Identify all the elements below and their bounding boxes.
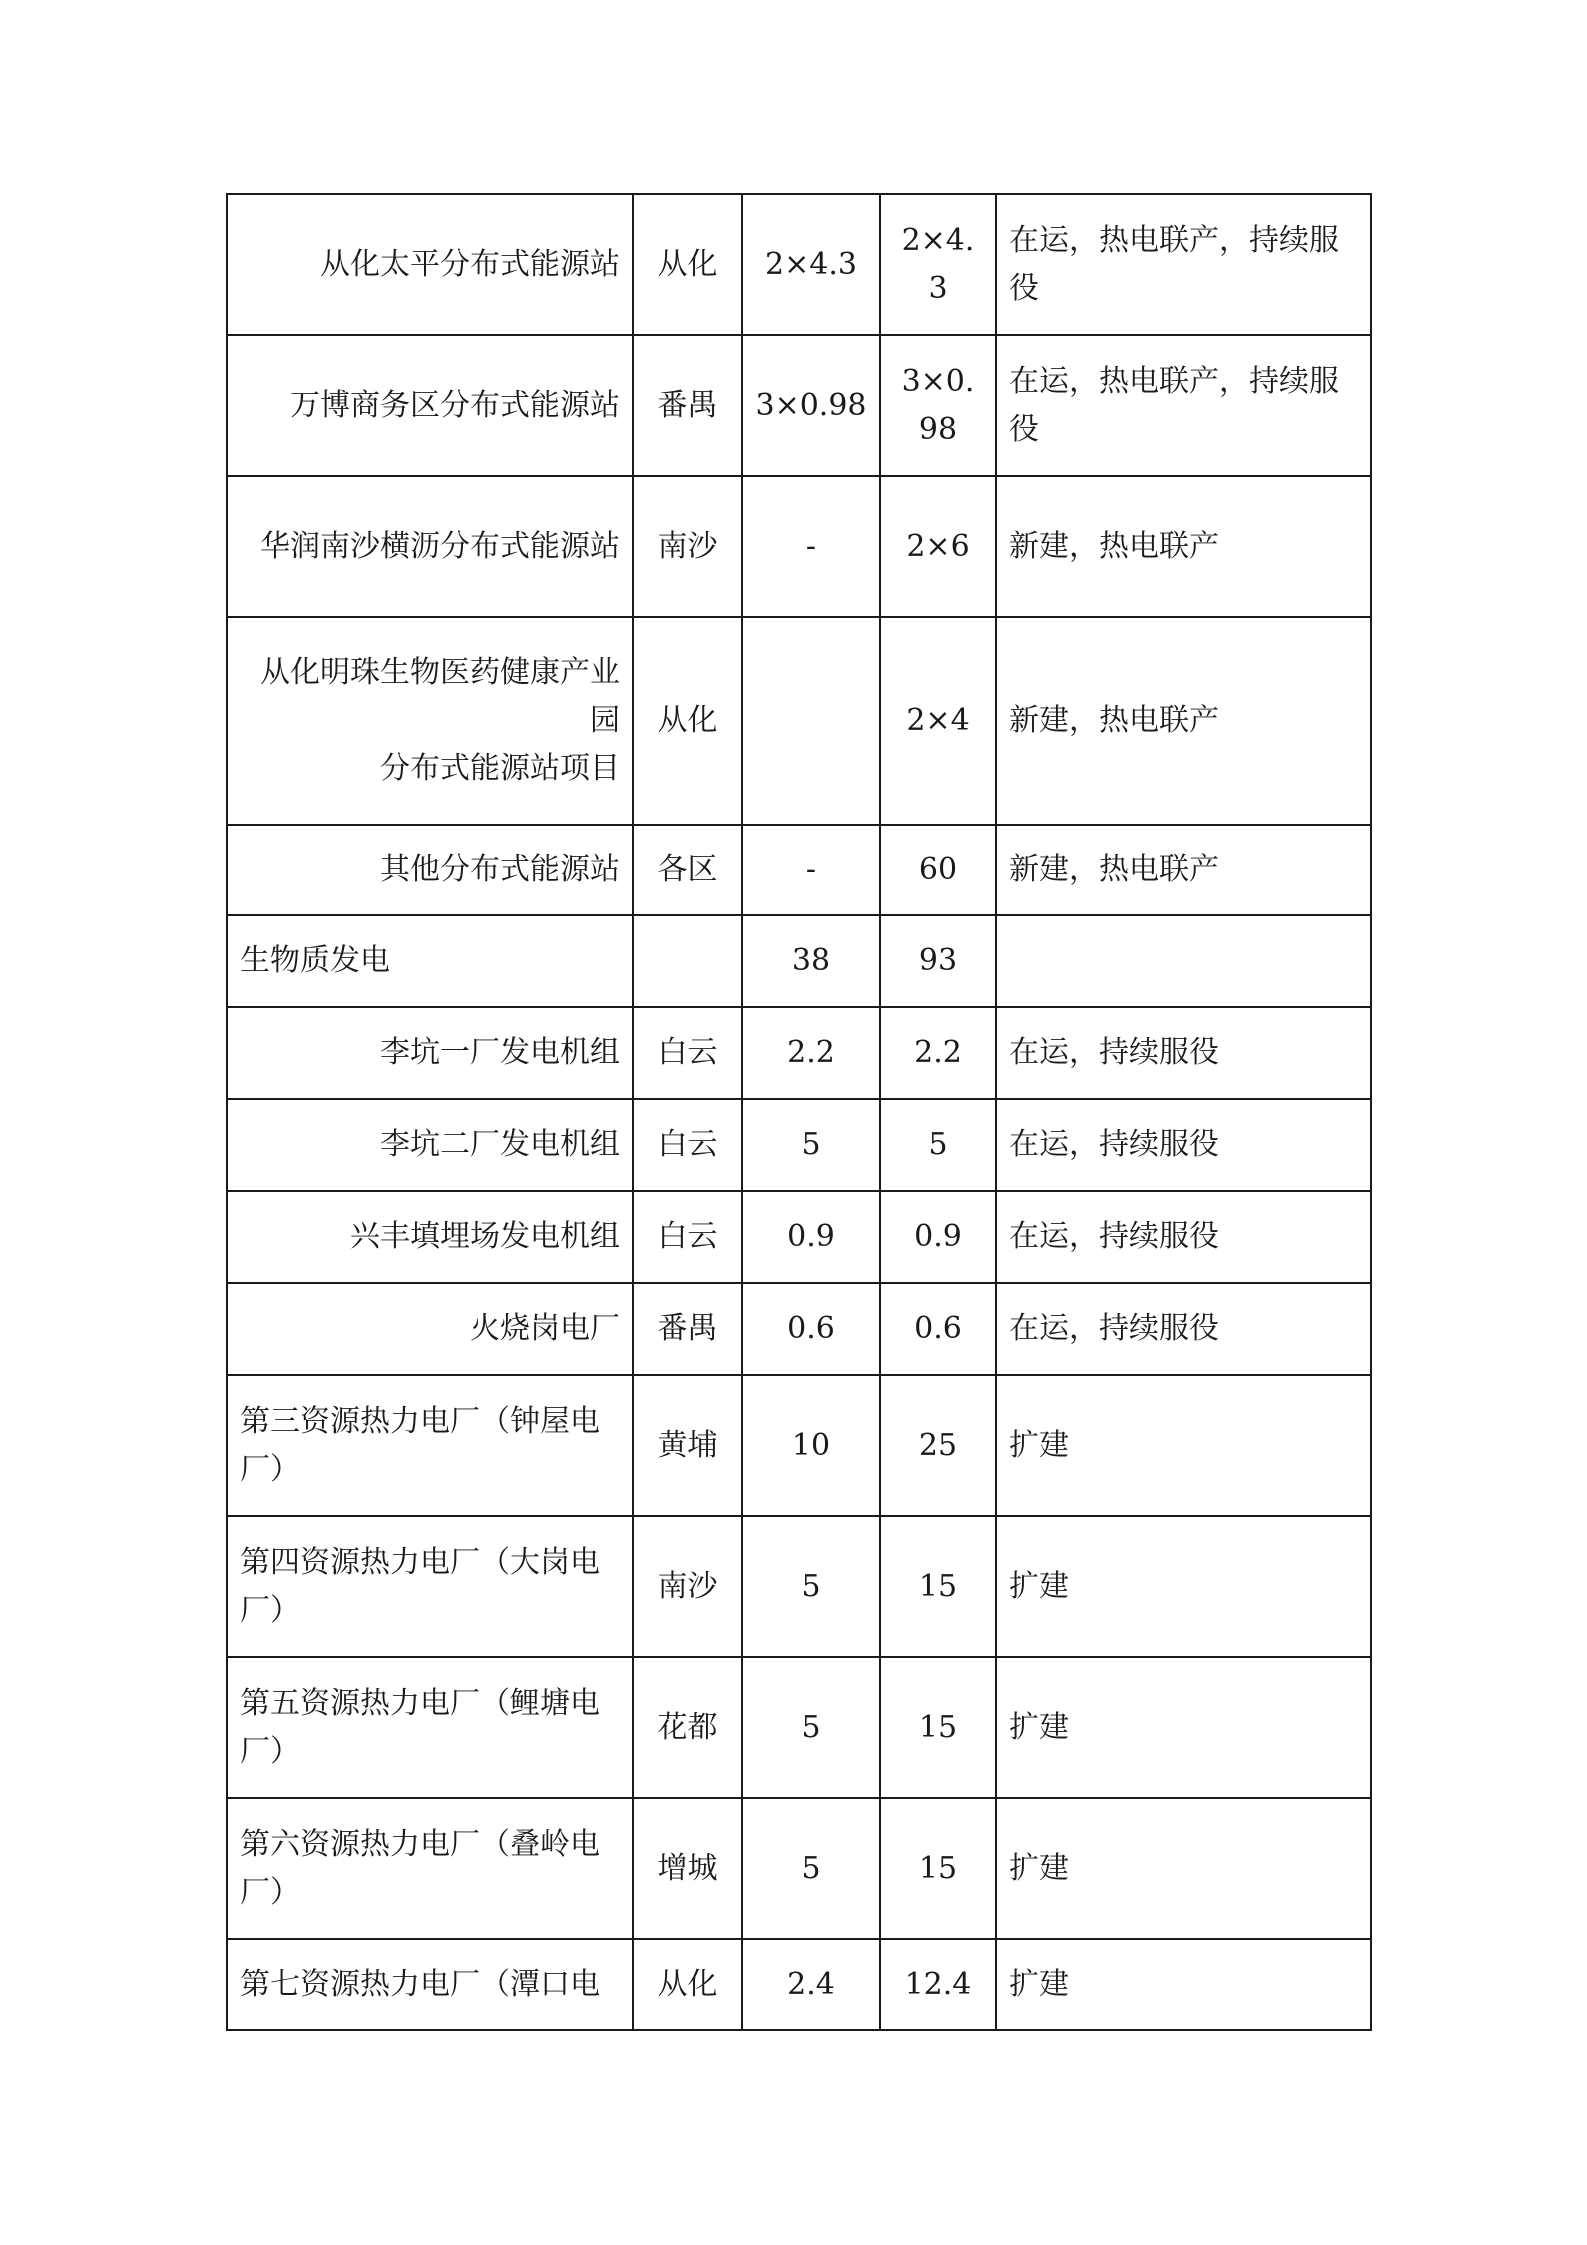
status-note-cell: 扩建 [996, 1375, 1371, 1516]
district-cell: 从化 [633, 617, 742, 825]
planned-capacity-cell: 5 [880, 1099, 996, 1191]
current-capacity-cell [742, 617, 880, 825]
power-plant-table [226, 193, 1372, 2031]
current-capacity-cell: 0.9 [742, 1191, 880, 1283]
table-row [227, 1657, 1371, 1798]
current-capacity-cell: 5 [742, 1099, 880, 1191]
table-row [227, 1099, 1371, 1191]
planned-capacity-cell: 12.4 [880, 1939, 996, 2030]
plant-name-cell: 第四资源热力电厂（大岗电厂） [227, 1516, 633, 1657]
current-capacity-cell: 5 [742, 1798, 880, 1939]
status-note-cell: 在运，持续服役 [996, 1007, 1371, 1099]
current-capacity-cell: - [742, 825, 880, 915]
plant-name-line: 分布式能源站项目 [380, 751, 620, 786]
current-capacity-cell: - [742, 476, 880, 617]
category-name-cell: 生物质发电 [227, 915, 633, 1007]
table-row [227, 1798, 1371, 1939]
status-note-cell: 扩建 [996, 1798, 1371, 1939]
planned-capacity-cell: 0.9 [880, 1191, 996, 1283]
plant-name-cell: 万博商务区分布式能源站 [227, 335, 633, 476]
planned-capacity-cell: 15 [880, 1657, 996, 1798]
district-cell: 增城 [633, 1798, 742, 1939]
table-row [227, 1375, 1371, 1516]
plant-name-cell: 第三资源热力电厂（钟屋电厂） [227, 1375, 633, 1516]
planned-capacity-cell: 2.2 [880, 1007, 996, 1099]
current-capacity-cell: 5 [742, 1657, 880, 1798]
status-note-cell: 扩建 [996, 1939, 1371, 2030]
table-row [227, 1007, 1371, 1099]
current-capacity-cell: 0.6 [742, 1283, 880, 1375]
table-row [227, 335, 1371, 476]
status-note-cell [996, 915, 1371, 1007]
planned-capacity-cell: 25 [880, 1375, 996, 1516]
current-capacity-cell: 3×0.98 [742, 335, 880, 476]
table-row [227, 1516, 1371, 1657]
status-note-cell: 在运，持续服役 [996, 1099, 1371, 1191]
current-capacity-cell: 2.4 [742, 1939, 880, 2030]
table-row [227, 194, 1371, 335]
plant-name-cell: 李坑一厂发电机组 [227, 1007, 633, 1099]
table-row [227, 825, 1371, 915]
status-note-cell: 扩建 [996, 1516, 1371, 1657]
plant-name-cell: 李坑二厂发电机组 [227, 1099, 633, 1191]
district-cell: 番禺 [633, 335, 742, 476]
table-row [227, 617, 1371, 825]
table-row [227, 476, 1371, 617]
current-capacity-cell: 38 [742, 915, 880, 1007]
plant-name-cell: 从化太平分布式能源站 [227, 194, 633, 335]
current-capacity-cell: 2×4.3 [742, 194, 880, 335]
district-cell: 花都 [633, 1657, 742, 1798]
status-note-cell: 新建，热电联产 [996, 476, 1371, 617]
table-row [227, 1939, 1371, 2030]
planned-capacity-cell: 0.6 [880, 1283, 996, 1375]
table-row [227, 915, 1371, 1007]
planned-capacity-cell: 15 [880, 1516, 996, 1657]
status-note-cell: 扩建 [996, 1657, 1371, 1798]
planned-capacity-cell: 60 [880, 825, 996, 915]
district-cell: 白云 [633, 1099, 742, 1191]
planned-capacity-cell: 93 [880, 915, 996, 1007]
current-capacity-cell: 2.2 [742, 1007, 880, 1099]
plant-name-cell: 第五资源热力电厂（鲤塘电厂） [227, 1657, 633, 1798]
district-cell: 从化 [633, 194, 742, 335]
plant-name-cell: 华润南沙横沥分布式能源站 [227, 476, 633, 617]
plant-name-cell [227, 617, 633, 825]
district-cell: 黄埔 [633, 1375, 742, 1516]
district-cell: 各区 [633, 825, 742, 915]
planned-capacity-cell: 2×6 [880, 476, 996, 617]
district-cell [633, 915, 742, 1007]
planned-capacity-cell: 15 [880, 1798, 996, 1939]
current-capacity-cell: 5 [742, 1516, 880, 1657]
status-note-cell: 在运，热电联产，持续服役 [996, 194, 1371, 335]
table-row [227, 1283, 1371, 1375]
district-cell: 南沙 [633, 476, 742, 617]
plant-name-cell: 兴丰填埋场发电机组 [227, 1191, 633, 1283]
plant-name-cell: 第六资源热力电厂（叠岭电厂） [227, 1798, 633, 1939]
status-note-cell: 新建，热电联产 [996, 825, 1371, 915]
district-cell: 南沙 [633, 1516, 742, 1657]
plant-name-cell: 其他分布式能源站 [227, 825, 633, 915]
planned-capacity-cell: 2×4 [880, 617, 996, 825]
status-note-cell: 在运，热电联产，持续服役 [996, 335, 1371, 476]
plant-name-cell: 第七资源热力电厂（潭口电 [227, 1939, 633, 2030]
district-cell: 从化 [633, 1939, 742, 2030]
status-note-cell: 在运，持续服役 [996, 1283, 1371, 1375]
district-cell: 白云 [633, 1007, 742, 1099]
status-note-cell: 新建，热电联产 [996, 617, 1371, 825]
table-row [227, 1191, 1371, 1283]
planned-capacity-cell: 2×4.3 [880, 194, 996, 335]
plant-name-line: 从化明珠生物医药健康产业园 [260, 655, 620, 738]
district-cell: 白云 [633, 1191, 742, 1283]
district-cell: 番禺 [633, 1283, 742, 1375]
current-capacity-cell: 10 [742, 1375, 880, 1516]
status-note-cell: 在运，持续服役 [996, 1191, 1371, 1283]
plant-name-cell: 火烧岗电厂 [227, 1283, 633, 1375]
planned-capacity-cell: 3×0.98 [880, 335, 996, 476]
